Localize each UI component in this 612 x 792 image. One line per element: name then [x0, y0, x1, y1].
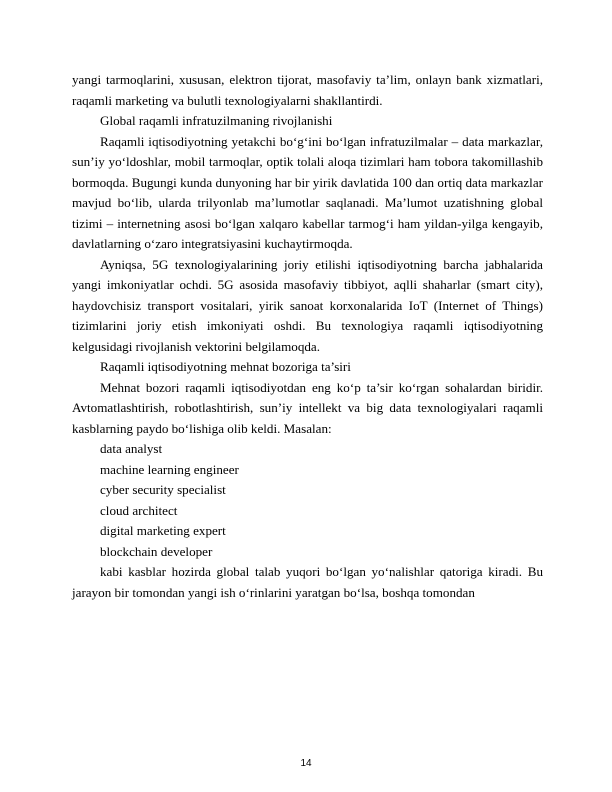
- list-item: cyber security specialist: [100, 482, 226, 497]
- page-body: [72, 70, 543, 603]
- paragraph-labor-market: Mehnat bozori raqamli iqtisodiyotdan eng ko‘p ta’sir ko‘rgan sohalardan biridir. Avtomatlashtirish, robotlashtirish, sun’iy intellekt va big data texnologiyalari raqamli kasblarning paydo bo‘lishiga olib keldi. Masalan:: [72, 379, 543, 436]
- paragraph-demand: kabi kasblar hozirda global talab yuqori bo‘lgan yo‘nalishlar qatoriga kiradi. Bu jarayon bir tomondan yangi ish o‘rinlarini yaratgan bo‘lsa, boshqa tomondan: [72, 564, 543, 600]
- list-item: blockchain developer: [100, 543, 213, 559]
- page-number: 14: [300, 758, 312, 769]
- list-item: cloud architect: [100, 502, 178, 518]
- list-item: data analyst: [100, 441, 163, 456]
- paragraph-continuation: yangi tarmoqlarini, xususan, elektron tijorat, masofaviy ta’lim, onlayn bank xizmatlari, raqamli marketing va bulutli texnologiyalarni shakllantirdi.: [72, 72, 543, 108]
- paragraph-5g: Ayniqsa, 5G texnologiyalarining joriy etilishi iqtisodiyotning barcha jabhalarida yangi imkoniyatlar ochdi. 5G asosida masofaviy tibbiyot, aqlli shaharlar (smart city), haydovchisiz transport vositalari, yirik sanoat korxonalarida IoT (Internet of Things) tizimlarini joriy etish imkoniyati oshdi. Bu texnologiya raqamli iqtisodiyotning kelgusidagi rivojlanish vektorini belgilamoqda.: [72, 256, 543, 354]
- section-heading-labor-market: Raqamli iqtisodiyotning mehnat bozoriga ta’siri: [100, 359, 351, 374]
- section-heading-infrastructure: Global raqamli infratuzilmaning rivojlanishi: [100, 113, 333, 128]
- list-item: digital marketing expert: [100, 523, 226, 538]
- paragraph-infrastructure: Raqamli iqtisodiyotning yetakchi bo‘g‘ini bo‘lgan infratuzilmalar – data markazlar, sun’iy yo‘ldoshlar, mobil tarmoqlar, optik tolali aloqa tizimlari ham tobora takomillashib bormoqda. Bugungi kunda dunyoning har bir yirik davlatida 100 dan ortiq data markazlar mavjud bo‘lib, ularda trilyonlab ma’lumotlar saqlanadi. Ma’lumot uzatishning global tizimi – internetning asosi bo‘lgan xalqaro kabellar tarmog‘i ham yildan-yilga kengayib, davlatlarning o‘zaro integratsiyasini kuchaytirmoqda.: [72, 133, 543, 251]
- list-item: machine learning engineer: [100, 461, 239, 477]
- profession-list: [72, 439, 543, 562]
